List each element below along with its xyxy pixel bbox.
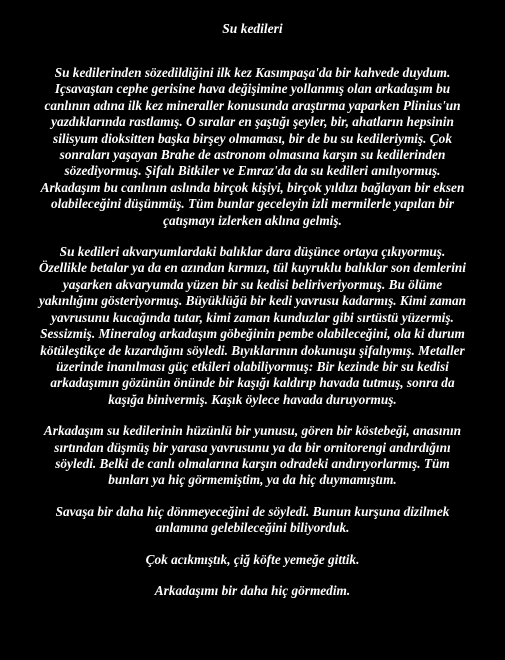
paragraph-3: Arkadaşım su kedilerinin hüzünlü bir yunusu, gören bir köstebeği, anasının sırtından düşmüş bir yarasa yavrusunu ya da bir ornitorengi andırdığını söyledi. Belki de canlı olmalarına karşın odradeki andırıyorlarmış. Tüm bunları ya hiç görmemiştim, ya da hiç duymamıştım.: [43, 423, 462, 488]
paragraph-5: Çok acıkmıştık, çiğ köfte yemeğe gittik.: [145, 551, 360, 567]
document-title: Su kedileri: [222, 21, 283, 36]
paragraph-4: Savaşa bir daha hiç dönmeyeceğini de söyledi. Bunun kurşuna dizilmek anlamına gelebileceğini biliyorduk.: [55, 503, 450, 536]
paragraph-1: Su kedilerinden sözedildiğini ilk kez Kasımpaşa'da bir kahvede duydum. Içsavaştan cephe gerisine hava değişimine yollanmış olan arkadaşım bu canlının adına ilk kez mineraller konusunda araştırma yaparken Plinius'un yazdıklarında rastlamış. O sıralar en şaştığı şeyler, bir, ahatların hepsinin silisyum dioksitten başka birşey olmaması, bir de bu su kedileriymiş. Çok sonraları yaşayan Brahe de astronom olmasına karşın su kedilerinden sözediyormuş. Şifalı Bitkiler ve Emraz'da da su kedileri anılıyormuş. Arkadaşım bu canlının aslında birçok kişiyi, birçok yıldızı bağlayan bir eksen olabileceğini düşünmüş. Tüm bunlar geceleyin izli mermilerle yapılan bir çatışmayı izlerken aklına gelmiş.: [40, 65, 465, 228]
paragraph-6: Arkadaşımı bir daha hiç görmedim.: [154, 582, 351, 598]
paragraph-2: Su kedileri akvaryumlardaki balıklar dara düşünce ortaya çıkıyormuş. Özellikle betalar ya da en azından kırmızı, tül kuyruklu balıklar son demlerini yaşarken akvaryumda yüzen bir su kedisi beliriveriyormuş. Bu ölüme yakınlığını gösteriyormuş. Büyüklüğü bir kedi yavrusu kadarmış. Kimi zaman yavrusunu kucağında tutar, kimi zaman kunduzlar gibi sırtüstü yüzermiş. Sessizmiş. Mineralog arkadaşım göbeğinin pembe olabileceğini, ola ki durum kötüleştikçe de kızardığını söyledi. Bıyıklarının dokunuşu şifalıymış. Metaller üzerinde inanılması güç etkileri olabiliyormuş: Bir kezinde bir su kedisi arkadaşımın gözünün önünde bir kaşığı kaldırıp havada tutmuş, sonra da kaşığa binivermiş. Kaşık öylece havada duruyormuş.: [38, 244, 467, 407]
